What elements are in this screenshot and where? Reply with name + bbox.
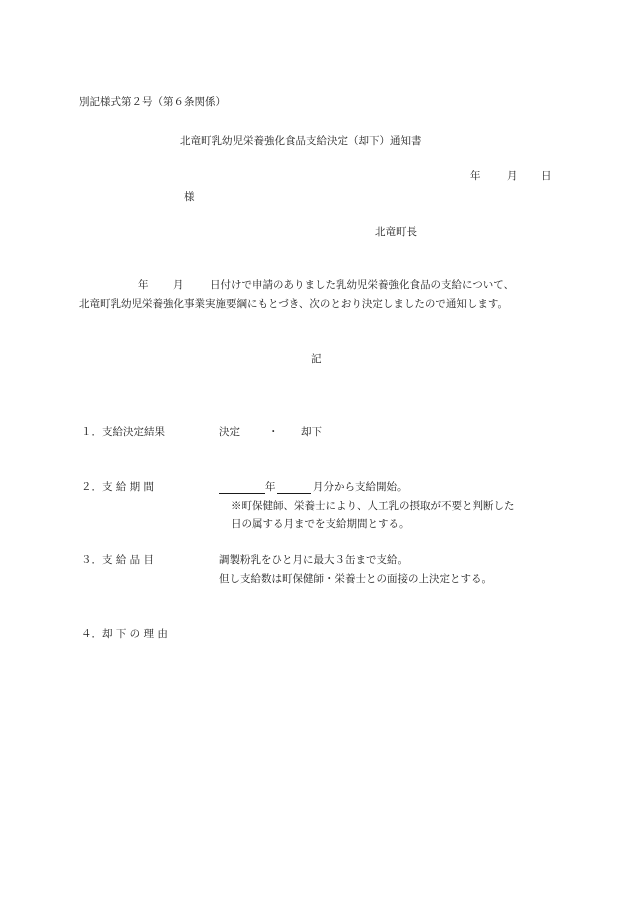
body-month-label: 月 xyxy=(173,279,184,291)
item1-decision-option: 決定 xyxy=(219,426,240,438)
document-title: 北竜町乳幼児栄養強化食品支給決定（却下）通知書 xyxy=(180,135,422,147)
item3-line1: 調製粉乳をひと月に最大３缶まで支給。 xyxy=(219,554,408,566)
item2-note-line2: 日の属する月までを支給期間とする。 xyxy=(231,518,410,530)
issuer-name: 北竜町長 xyxy=(375,226,417,238)
body-year-label: 年 xyxy=(138,279,149,291)
date-day-label: 日 xyxy=(541,170,552,182)
item2-heading: ２．支 給 期 間 xyxy=(81,481,155,493)
item4-heading: ４．却 下 の 理 由 xyxy=(81,628,168,640)
body-line1: 日付けで申請のありました乳幼児栄養強化食品の支給について、 xyxy=(210,279,515,291)
form-number: 別記様式第２号（第６条関係） xyxy=(79,96,226,108)
item1-heading: １．支給決定結果 xyxy=(81,426,165,438)
recipient-honorific: 様 xyxy=(184,191,195,203)
year-fill-line xyxy=(219,493,265,494)
item3-heading: ３．支 給 品 目 xyxy=(81,554,155,566)
item1-separator: ・ xyxy=(268,426,279,438)
item1-rejection-option: 却下 xyxy=(301,426,322,438)
month-fill-line xyxy=(277,493,311,494)
body-line2: 北竜町乳幼児栄養強化事業実施要綱にもとづき、次のとおり決定しましたので通知します。 xyxy=(79,298,509,310)
ki-heading: 記 xyxy=(311,353,322,365)
date-month-label: 月 xyxy=(507,170,518,182)
item3-line2: 但し支給数は町保健師・栄養士との面接の上決定とする。 xyxy=(219,573,492,585)
item2-note-line1: ※町保健師、栄養士により、人工乳の摂取が不要と判断した xyxy=(231,500,515,512)
item2-year-label: 年 xyxy=(265,481,276,493)
item2-month-start: 月分から支給開始。 xyxy=(313,481,408,493)
date-year-label: 年 xyxy=(470,170,481,182)
